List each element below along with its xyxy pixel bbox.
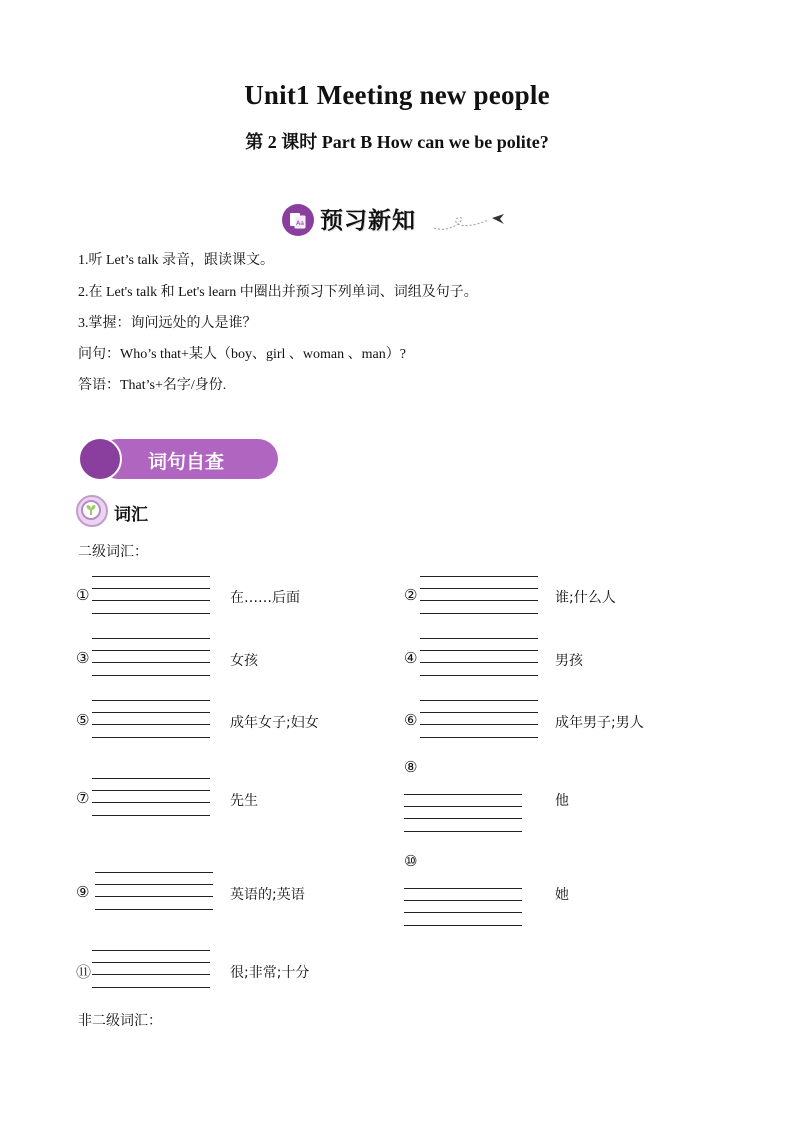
level2-label: 二级词汇：	[78, 544, 148, 560]
book-aa-icon	[282, 204, 314, 236]
answer-line	[404, 806, 522, 807]
banner-title: 预习新知	[320, 208, 416, 234]
item-meaning: 很;非常;十分	[230, 965, 310, 981]
item-number: ⑨	[76, 883, 90, 901]
answer-line	[92, 600, 210, 601]
item-meaning: 他	[555, 793, 569, 809]
svg-text:Aa: Aa	[296, 220, 304, 227]
intro-line-2: 2.在 Let's talk 和 Let's learn 中圈出并预习下列单词、词组及句子。	[78, 285, 478, 300]
answer-line	[95, 896, 213, 897]
item-number: ⑩	[404, 852, 418, 870]
item-number: ⑤	[76, 711, 90, 729]
answer-line	[92, 802, 210, 803]
intro-line-4: 问句：Who’s that+某人（boy、girl 、woman 、man）?	[78, 347, 406, 362]
item-meaning: 先生	[230, 793, 258, 809]
answer-line	[420, 662, 538, 663]
answer-line	[92, 724, 210, 725]
item-meaning: 成年男子;男人	[555, 715, 644, 731]
item-meaning: 女孩	[230, 653, 258, 669]
answer-line	[92, 675, 210, 676]
answer-line	[420, 650, 538, 651]
item-number: ③	[76, 649, 90, 667]
answer-line	[92, 638, 210, 639]
intro-line-5: 答语：That’s+名字/身份.	[78, 378, 227, 393]
item-number: ⑦	[76, 789, 90, 807]
answer-line	[92, 588, 210, 589]
answer-line	[95, 884, 213, 885]
plane-trail-icon	[432, 206, 512, 234]
page-title: Unit1 Meeting new people	[244, 80, 550, 110]
item-number: ①	[76, 586, 90, 604]
section-circle-icon	[78, 437, 122, 481]
item-meaning: 她	[555, 887, 569, 903]
answer-line	[95, 872, 213, 873]
intro-line-3: 3.掌握：询问远处的人是谁？	[78, 316, 257, 331]
section-title: 词句自查	[148, 451, 225, 473]
item-number: ⑪	[76, 963, 92, 981]
item-number: ⑧	[404, 758, 418, 776]
answer-line	[420, 724, 538, 725]
answer-line	[404, 888, 522, 889]
item-meaning: 男孩	[555, 653, 583, 669]
answer-line	[420, 613, 538, 614]
answer-line	[92, 576, 210, 577]
lesson-subtitle: 第 2 课时 Part B How can we be polite?	[245, 132, 549, 152]
answer-line	[92, 815, 210, 816]
item-meaning: 谁;什么人	[555, 590, 616, 606]
item-meaning: 成年女子;妇女	[230, 715, 319, 731]
answer-line	[92, 950, 210, 951]
non-level2-label: 非二级词汇：	[78, 1013, 162, 1029]
item-meaning: 英语的;英语	[230, 887, 305, 903]
vocab-title: 词汇	[114, 505, 148, 525]
answer-line	[92, 700, 210, 701]
answer-line	[92, 712, 210, 713]
answer-line	[420, 700, 538, 701]
answer-line	[420, 576, 538, 577]
answer-line	[404, 818, 522, 819]
answer-line	[404, 794, 522, 795]
preview-banner	[280, 198, 520, 242]
intro-line-1: 1.听 Let’s talk 录音，跟读课文。	[78, 253, 274, 268]
answer-line	[420, 675, 538, 676]
answer-line	[404, 831, 522, 832]
answer-line	[404, 900, 522, 901]
answer-line	[92, 778, 210, 779]
answer-line	[420, 712, 538, 713]
item-number: ⑥	[404, 711, 418, 729]
answer-line	[92, 662, 210, 663]
answer-line	[404, 912, 522, 913]
answer-line	[92, 650, 210, 651]
answer-line	[92, 613, 210, 614]
answer-line	[420, 600, 538, 601]
answer-line	[92, 987, 210, 988]
magnifier-sprout-icon	[76, 495, 108, 527]
answer-line	[92, 737, 210, 738]
section-header	[78, 437, 280, 481]
answer-line	[420, 737, 538, 738]
item-number: ④	[404, 649, 418, 667]
answer-line	[404, 925, 522, 926]
answer-line	[420, 638, 538, 639]
answer-line	[92, 962, 210, 963]
answer-line	[420, 588, 538, 589]
item-number: ②	[404, 586, 418, 604]
answer-line	[92, 790, 210, 791]
item-meaning: 在……后面	[230, 590, 300, 606]
answer-line	[95, 909, 213, 910]
answer-line	[92, 974, 210, 975]
